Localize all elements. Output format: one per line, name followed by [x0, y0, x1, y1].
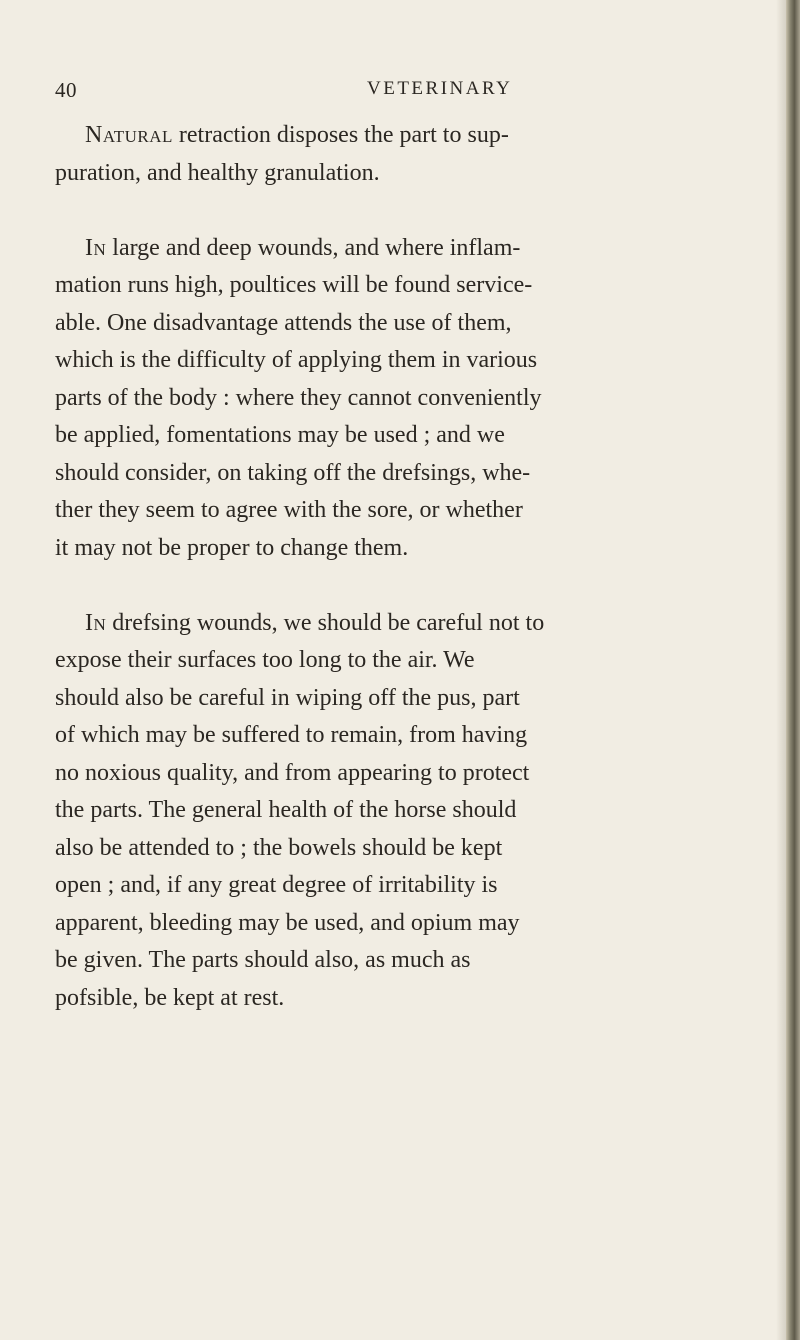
paragraph-line: should also be careful in wiping off the pus, part: [55, 684, 520, 711]
paragraph-line: open ; and, if any great degree of irritability is: [55, 872, 498, 898]
paragraph-line: no noxious quality, and from appearing to protect: [55, 759, 530, 786]
paragraph-line: the parts. The general health of the horse should: [55, 797, 517, 823]
page-gutter-shadow: [776, 0, 786, 1340]
paragraph-line: pofsible, be kept at rest.: [55, 984, 285, 1011]
line-text: large and deep wounds, and where inflam-: [106, 234, 521, 261]
paragraph-poultices: [55, 230, 755, 568]
body-text: [55, 117, 755, 1055]
paragraph-line: which is the difficulty of applying them in various: [55, 347, 538, 373]
line-text: retraction disposes the part to sup-: [172, 122, 509, 148]
paragraph-line: it may not be proper to change them.: [55, 534, 409, 561]
page-number: 40: [55, 78, 77, 102]
paragraph-line: should consider, on taking off the drefsings, whe-: [55, 459, 531, 486]
book-spine-edge: [786, 0, 800, 1340]
paragraph-line: of which may be suffered to remain, from having: [55, 722, 528, 748]
paragraph-natural-retraction: [55, 117, 755, 192]
paragraph-line: ther they seem to agree with the sore, or whether: [55, 497, 523, 523]
page-header: [55, 78, 745, 108]
paragraph-line: also be attended to ; the bowels should be kept: [55, 834, 503, 861]
paragraph-line: [55, 117, 755, 155]
paragraph-line: expose their surfaces too long to the air. We: [55, 647, 475, 673]
paragraph-lead-word: In: [85, 234, 107, 261]
paragraph-line: parts of the body : where they cannot conveniently: [55, 384, 542, 411]
running-head: VETERINARY: [367, 78, 513, 99]
paragraph-line: puration, and healthy granulation.: [55, 159, 380, 186]
paragraph-line: be applied, fomentations may be used ; and we: [55, 422, 505, 448]
paragraph-line: be given. The parts should also, as much as: [55, 947, 471, 973]
line-text: drefsing wounds, we should be careful not to: [106, 609, 545, 636]
paragraph-line: [55, 605, 755, 643]
paragraph-line: mation runs high, poultices will be found service-: [55, 272, 533, 298]
paragraph-line: [55, 230, 755, 268]
paragraph-drefsing-wounds: [55, 605, 755, 1018]
paragraph-lead-word: Natural: [85, 122, 173, 148]
paragraph-lead-word: In: [85, 609, 107, 636]
paragraph-line: able. One disadvantage attends the use of them,: [55, 309, 512, 336]
paragraph-line: apparent, bleeding may be used, and opium may: [55, 909, 520, 936]
